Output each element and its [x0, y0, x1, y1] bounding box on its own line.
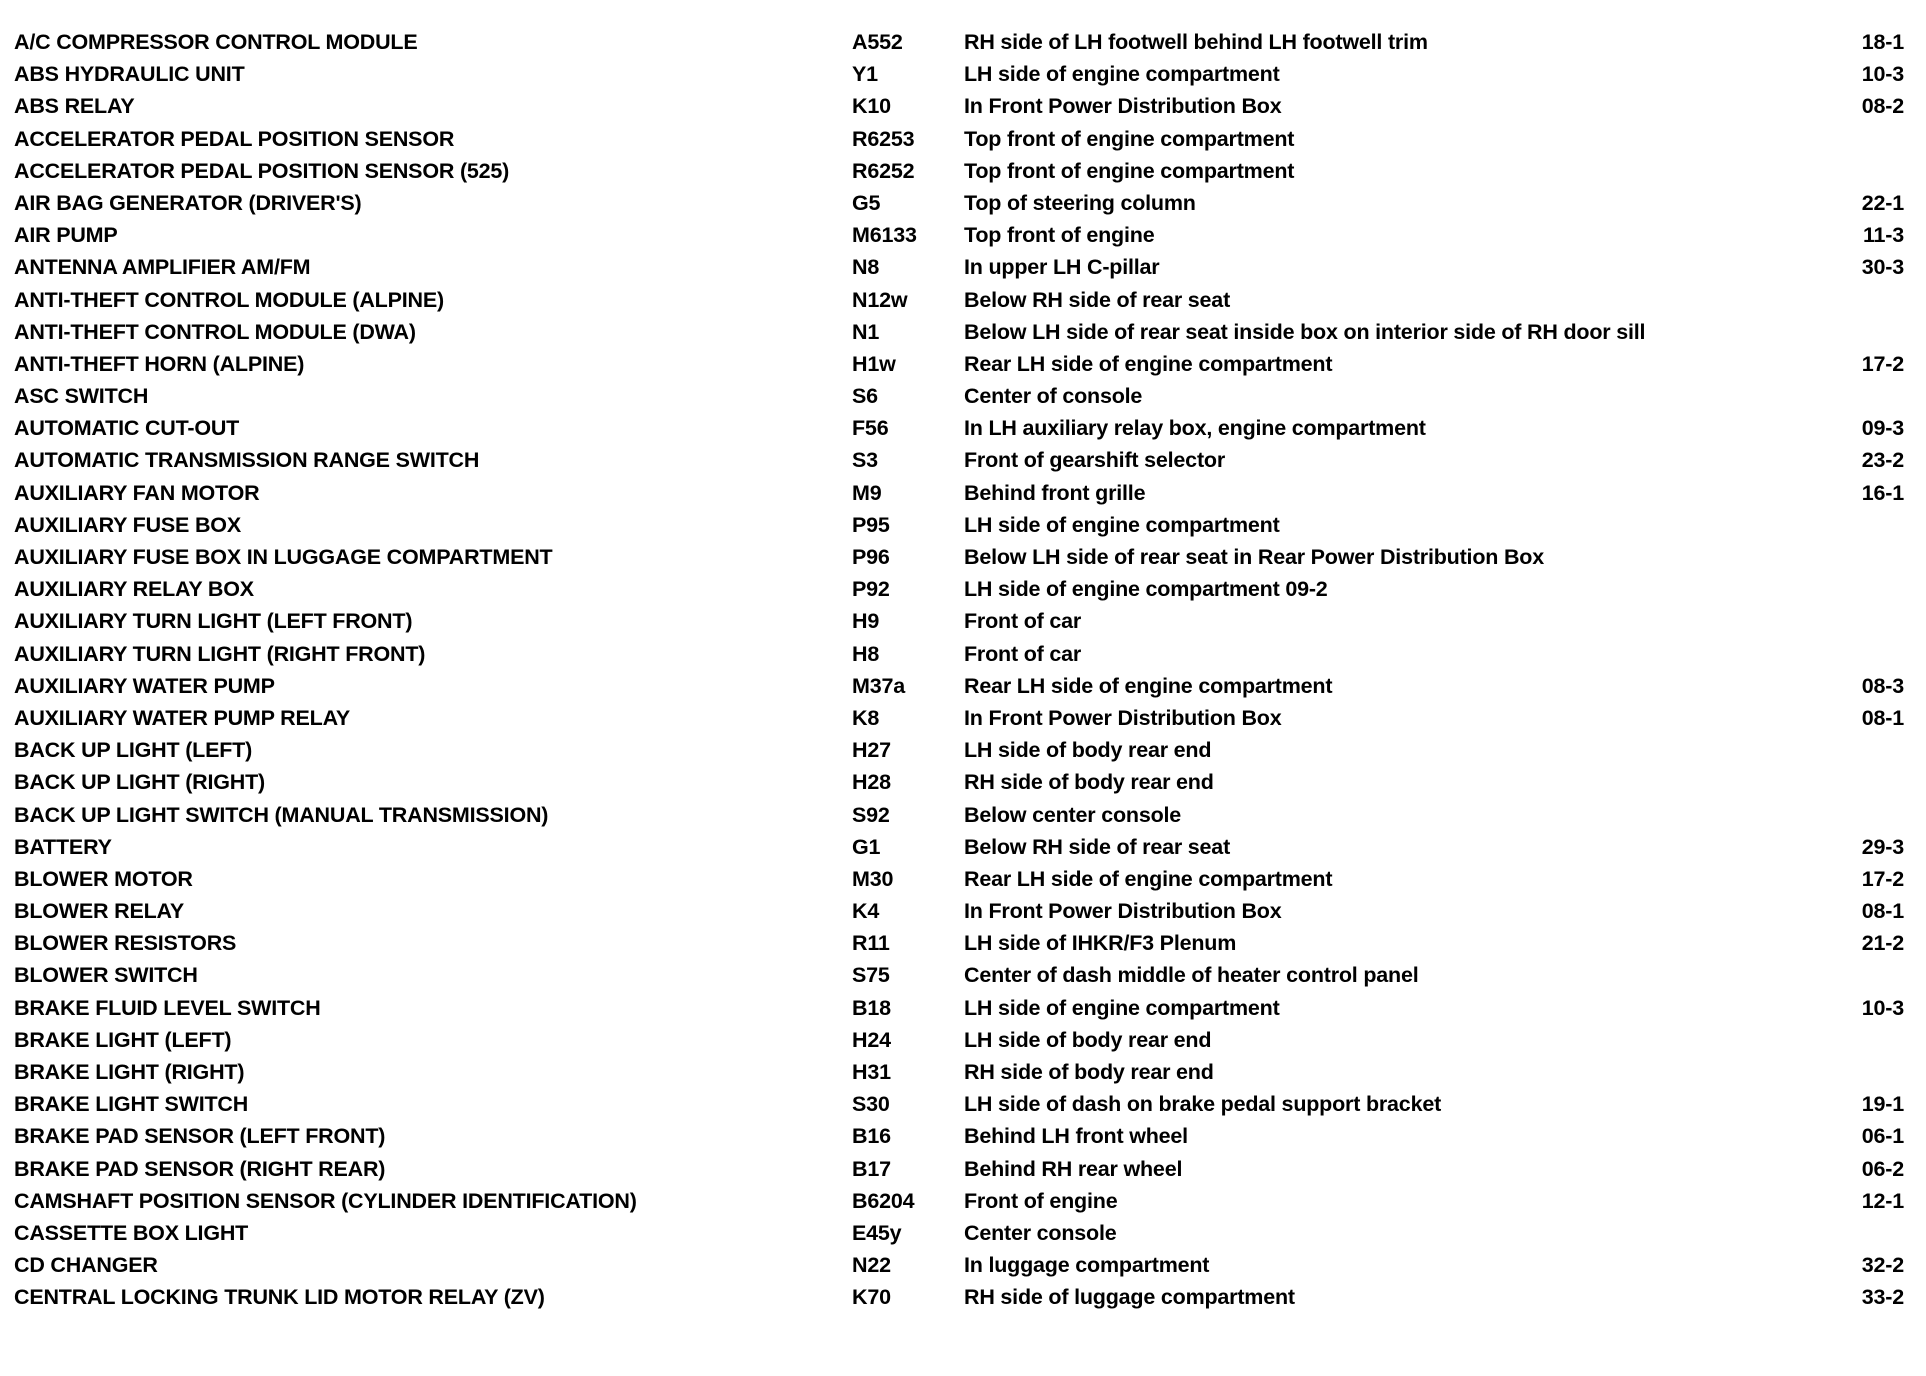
- component-location: Top front of engine compartment: [964, 126, 1295, 151]
- component-name: BRAKE PAD SENSOR (RIGHT REAR): [14, 1156, 386, 1181]
- table-row: [14, 90, 1914, 122]
- grid-reference: 09-3: [1861, 416, 1904, 441]
- grid-reference: 21-2: [1861, 931, 1904, 956]
- component-location: LH side of IHKR/F3 Plenum: [964, 931, 1237, 956]
- grid-reference: 32-2: [1861, 1253, 1904, 1278]
- component-location: Top front of engine compartment: [964, 158, 1295, 183]
- component-code: N22: [852, 1253, 891, 1278]
- component-name: ANTI-THEFT CONTROL MODULE (ALPINE): [14, 287, 444, 312]
- table-row: [14, 831, 1914, 863]
- component-code: A552: [852, 30, 903, 54]
- grid-reference: 06-1: [1861, 1124, 1904, 1149]
- table-row: [14, 670, 1914, 702]
- component-location: RH side of body rear end: [964, 1060, 1214, 1084]
- component-name: ACCELERATOR PEDAL POSITION SENSOR (525): [14, 158, 510, 183]
- component-location: Front of car: [964, 641, 1082, 666]
- table-row: [14, 605, 1914, 637]
- component-code: H27: [852, 738, 891, 763]
- component-code: R6253: [852, 126, 915, 151]
- table-row: [14, 702, 1914, 734]
- table-row: [14, 1024, 1914, 1056]
- component-location: In Front Power Distribution Box: [964, 94, 1282, 119]
- component-location: Rear LH side of engine compartment: [964, 673, 1333, 698]
- component-location: Center of dash middle of heater control panel: [964, 963, 1419, 988]
- grid-reference: 23-2: [1861, 448, 1904, 473]
- grid-reference: 10-3: [1861, 995, 1904, 1020]
- component-location: Rear LH side of engine compartment: [964, 351, 1333, 376]
- component-name: BACK UP LIGHT (LEFT): [14, 738, 253, 763]
- component-name: AUTOMATIC TRANSMISSION RANGE SWITCH: [14, 448, 480, 473]
- component-name: BRAKE LIGHT SWITCH: [14, 1092, 249, 1117]
- grid-reference: 22-1: [1861, 190, 1904, 215]
- component-name: AUXILIARY TURN LIGHT (LEFT FRONT): [14, 609, 413, 634]
- component-code: G1: [852, 834, 881, 859]
- grid-reference: 19-1: [1861, 1092, 1904, 1117]
- table-row: [14, 316, 1914, 348]
- table-row: [14, 412, 1914, 444]
- grid-reference: 06-2: [1861, 1156, 1904, 1181]
- component-name: BACK UP LIGHT SWITCH (MANUAL TRANSMISSION): [14, 802, 549, 827]
- component-name: ANTI-THEFT CONTROL MODULE (DWA): [14, 319, 416, 344]
- component-code: K70: [852, 1285, 891, 1310]
- component-name: CENTRAL LOCKING TRUNK LID MOTOR RELAY (ZV): [14, 1285, 545, 1310]
- component-location: LH side of body rear end: [964, 738, 1212, 763]
- component-location: In LH auxiliary relay box, engine compartment: [964, 416, 1426, 441]
- table-row: [14, 1088, 1914, 1120]
- component-code: S75: [852, 963, 890, 988]
- table-row: [14, 509, 1914, 541]
- table-row: [14, 1153, 1914, 1185]
- component-name: AUXILIARY FUSE BOX: [14, 512, 241, 537]
- component-location: LH side of engine compartment: [964, 512, 1280, 537]
- component-location: In Front Power Distribution Box: [964, 899, 1282, 924]
- component-location: In Front Power Distribution Box: [964, 705, 1282, 730]
- component-name: BLOWER RELAY: [14, 899, 185, 924]
- component-code: B6204: [852, 1188, 915, 1213]
- component-code: E45y: [852, 1220, 902, 1245]
- table-row: [14, 348, 1914, 380]
- component-code: B16: [852, 1124, 891, 1149]
- grid-reference: 08-1: [1861, 899, 1904, 924]
- component-location: Center of console: [964, 384, 1143, 409]
- component-name: BRAKE FLUID LEVEL SWITCH: [14, 995, 321, 1020]
- component-name: A/C COMPRESSOR CONTROL MODULE: [14, 30, 418, 54]
- table-row: [14, 927, 1914, 959]
- table-row: [14, 1281, 1914, 1313]
- table-row: [14, 26, 1914, 58]
- grid-reference: 10-3: [1861, 62, 1904, 87]
- component-location: Below center console: [964, 802, 1182, 827]
- component-location: RH side of body rear end: [964, 770, 1214, 795]
- table-row: [14, 155, 1914, 187]
- component-code: G5: [852, 190, 881, 215]
- component-name: ANTI-THEFT HORN (ALPINE): [14, 351, 305, 376]
- component-name: BRAKE LIGHT (RIGHT): [14, 1060, 245, 1084]
- component-location: Below LH side of rear seat in Rear Power Distribution Box: [964, 545, 1544, 569]
- table-row: [14, 1185, 1914, 1217]
- component-location: Front of engine: [964, 1188, 1118, 1213]
- component-name: CASSETTE BOX LIGHT: [14, 1220, 249, 1245]
- grid-reference: 30-3: [1861, 255, 1904, 280]
- component-location: LH side of engine compartment: [964, 995, 1280, 1020]
- component-code: S6: [852, 384, 878, 409]
- component-name: ANTENNA AMPLIFIER AM/FM: [14, 255, 311, 280]
- component-code: F56: [852, 416, 889, 441]
- component-code: H8: [852, 641, 880, 666]
- component-code: K4: [852, 899, 880, 924]
- component-location: LH side of dash on brake pedal support bracket: [964, 1092, 1442, 1117]
- component-code: B17: [852, 1156, 891, 1181]
- component-code: H31: [852, 1060, 891, 1084]
- table-row: [14, 799, 1914, 831]
- component-code: H28: [852, 770, 891, 795]
- component-name: BRAKE PAD SENSOR (LEFT FRONT): [14, 1124, 386, 1149]
- grid-reference: 08-2: [1861, 94, 1904, 119]
- grid-reference: 11-3: [1862, 223, 1904, 248]
- component-name: AIR BAG GENERATOR (DRIVER'S): [14, 190, 362, 215]
- component-name: AUXILIARY FUSE BOX IN LUGGAGE COMPARTMENT: [14, 545, 553, 569]
- table-row: [14, 1056, 1914, 1088]
- component-code: H9: [852, 609, 880, 634]
- grid-reference: 33-2: [1861, 1285, 1904, 1310]
- component-code: B18: [852, 995, 891, 1020]
- grid-reference: 08-1: [1861, 705, 1904, 730]
- component-code: M6133: [852, 223, 917, 248]
- component-name: ASC SWITCH: [14, 384, 149, 409]
- component-code: M30: [852, 866, 894, 891]
- grid-reference: 29-3: [1861, 834, 1904, 859]
- component-name: CAMSHAFT POSITION SENSOR (CYLINDER IDENTIFICATION): [14, 1188, 637, 1213]
- component-code: H1w: [852, 351, 896, 376]
- component-code: H24: [852, 1027, 891, 1052]
- component-name: BLOWER SWITCH: [14, 963, 198, 988]
- component-location: Top front of engine: [964, 223, 1155, 248]
- component-code: M9: [852, 480, 882, 505]
- component-location: Below RH side of rear seat: [964, 834, 1231, 859]
- table-row: [14, 219, 1914, 251]
- grid-reference: 17-2: [1861, 351, 1904, 376]
- grid-reference: 12-1: [1861, 1188, 1904, 1213]
- component-code: K10: [852, 94, 891, 119]
- component-code: Y1: [852, 62, 878, 87]
- component-location: Center console: [964, 1220, 1117, 1245]
- component-location: Rear LH side of engine compartment: [964, 866, 1333, 891]
- component-code: N1: [852, 319, 880, 344]
- table-row: [14, 573, 1914, 605]
- component-code: R11: [852, 931, 890, 956]
- component-location-table: [14, 26, 1914, 1314]
- table-row: [14, 58, 1914, 90]
- component-location: LH side of engine compartment: [964, 62, 1280, 87]
- component-code: N8: [852, 255, 880, 280]
- component-name: AIR PUMP: [14, 223, 118, 248]
- component-name: AUXILIARY RELAY BOX: [14, 577, 254, 602]
- component-location: RH side of LH footwell behind LH footwell trim: [964, 30, 1428, 54]
- table-row: [14, 444, 1914, 476]
- component-name: BACK UP LIGHT (RIGHT): [14, 770, 265, 795]
- component-location: LH side of body rear end: [964, 1027, 1212, 1052]
- table-row: [14, 187, 1914, 219]
- grid-reference: 17-2: [1861, 866, 1904, 891]
- component-location: Front of gearshift selector: [964, 448, 1225, 473]
- table-row: [14, 992, 1914, 1024]
- component-location: RH side of luggage compartment: [964, 1285, 1295, 1310]
- component-code: S3: [852, 448, 878, 473]
- component-name: BRAKE LIGHT (LEFT): [14, 1027, 232, 1052]
- component-name: AUXILIARY TURN LIGHT (RIGHT FRONT): [14, 641, 426, 666]
- table-row: [14, 1120, 1914, 1152]
- component-code: P96: [852, 545, 890, 569]
- table-row: [14, 477, 1914, 509]
- component-location: LH side of engine compartment 09-2: [964, 577, 1328, 602]
- component-location: Behind LH front wheel: [964, 1124, 1188, 1149]
- component-name: ABS RELAY: [14, 94, 135, 119]
- component-name: AUXILIARY WATER PUMP RELAY: [14, 705, 351, 730]
- grid-reference: 16-1: [1861, 480, 1904, 505]
- table-row: [14, 1249, 1914, 1281]
- component-code: S92: [852, 802, 890, 827]
- table-row: [14, 959, 1914, 991]
- component-location: Top of steering column: [964, 190, 1196, 215]
- table-row: [14, 734, 1914, 766]
- table-row: [14, 284, 1914, 316]
- table-row: [14, 380, 1914, 412]
- component-name: AUXILIARY WATER PUMP: [14, 673, 275, 698]
- component-name: BLOWER MOTOR: [14, 866, 193, 891]
- component-name: BLOWER RESISTORS: [14, 931, 237, 956]
- table-row: [14, 251, 1914, 283]
- component-code: K8: [852, 705, 880, 730]
- table-row: [14, 895, 1914, 927]
- component-name: ABS HYDRAULIC UNIT: [14, 62, 245, 87]
- component-code: M37a: [852, 673, 905, 698]
- table-row: [14, 638, 1914, 670]
- table-row: [14, 541, 1914, 573]
- component-name: ACCELERATOR PEDAL POSITION SENSOR: [14, 126, 455, 151]
- table-row: [14, 863, 1914, 895]
- component-code: R6252: [852, 158, 915, 183]
- component-location: Front of car: [964, 609, 1082, 634]
- component-name: AUXILIARY FAN MOTOR: [14, 480, 260, 505]
- table-row: [14, 1217, 1914, 1249]
- component-name: AUTOMATIC CUT-OUT: [14, 416, 240, 441]
- component-location: Behind front grille: [964, 480, 1146, 505]
- component-code: P92: [852, 577, 890, 602]
- grid-reference: 18-1: [1861, 30, 1904, 54]
- component-code: P95: [852, 512, 890, 537]
- component-location: In luggage compartment: [964, 1253, 1210, 1278]
- table-row: [14, 123, 1914, 155]
- component-name: BATTERY: [14, 834, 112, 859]
- component-name: CD CHANGER: [14, 1253, 158, 1278]
- component-location: In upper LH C-pillar: [964, 255, 1160, 280]
- table-row: [14, 766, 1914, 798]
- component-location: Behind RH rear wheel: [964, 1156, 1183, 1181]
- component-location: Below LH side of rear seat inside box on interior side of RH door sill: [964, 319, 1646, 344]
- component-location: Below RH side of rear seat: [964, 287, 1231, 312]
- grid-reference: 08-3: [1861, 673, 1904, 698]
- component-code: S30: [852, 1092, 890, 1117]
- component-code: N12w: [852, 287, 908, 312]
